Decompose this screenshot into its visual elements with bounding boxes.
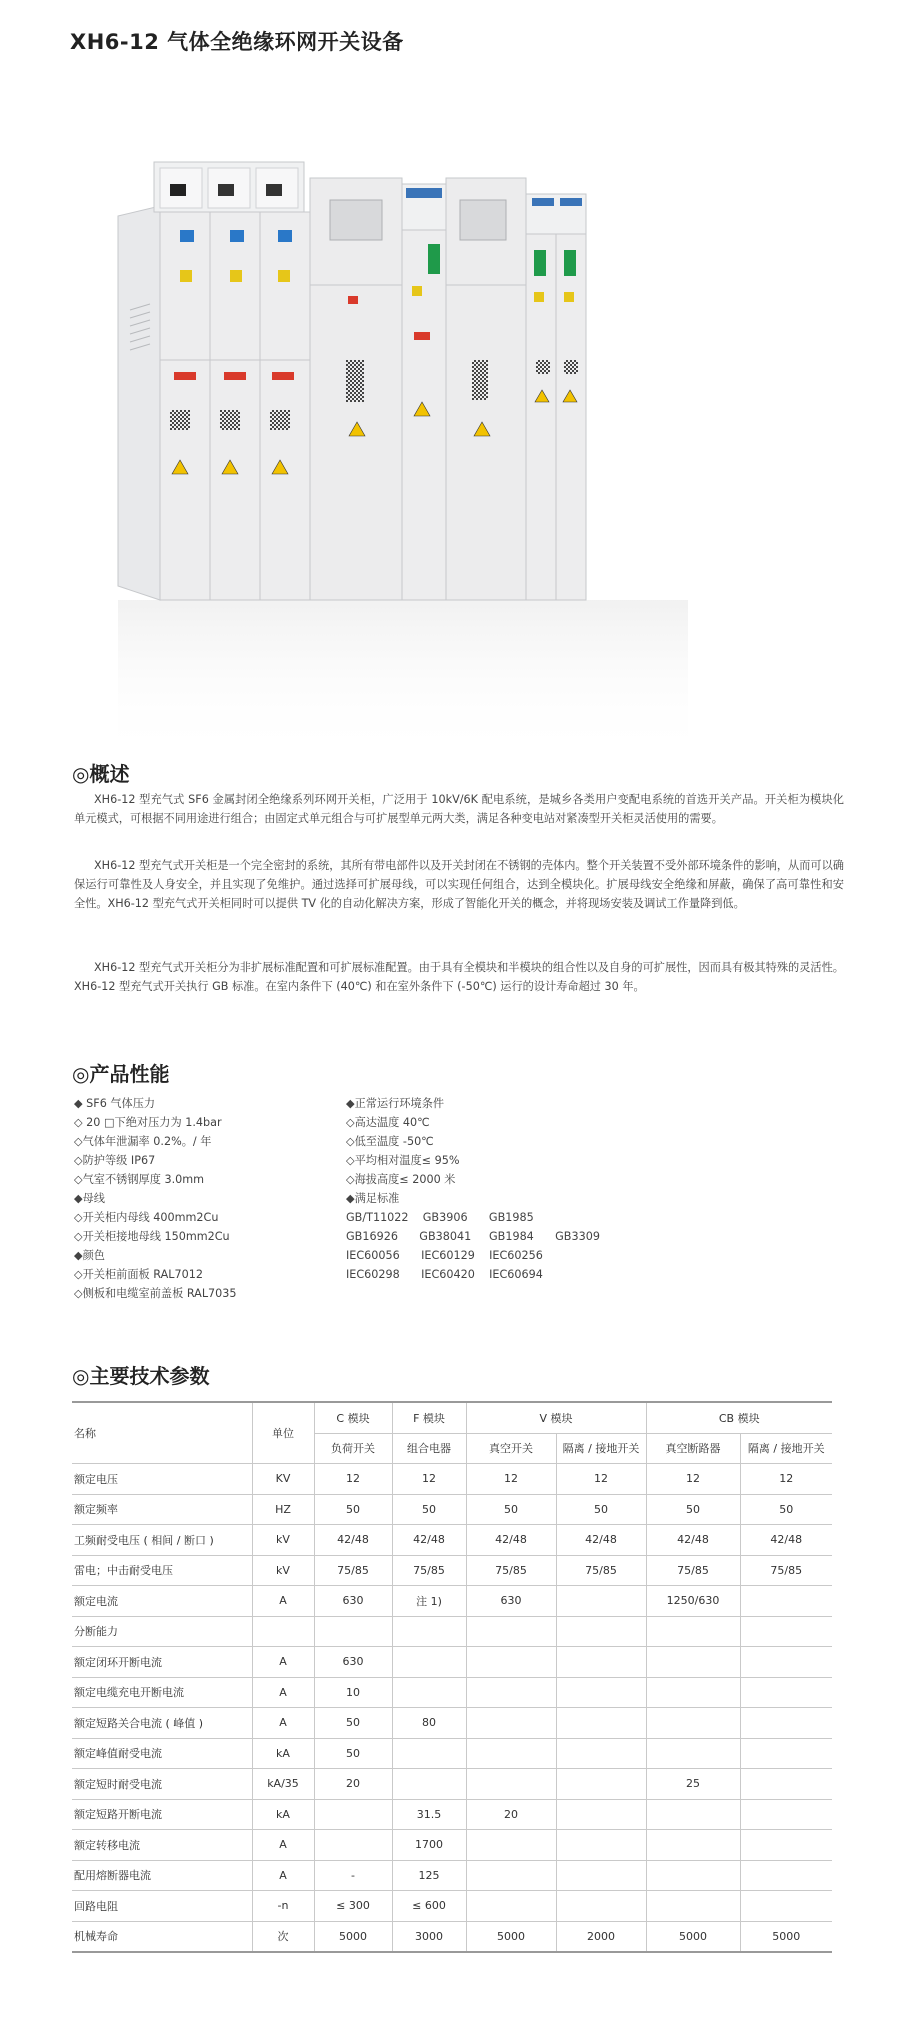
performance-item: ◆满足标准 xyxy=(346,1192,400,1205)
param-value-cell xyxy=(466,1647,556,1678)
param-value-cell xyxy=(740,1708,832,1739)
param-value-cell xyxy=(556,1891,646,1922)
param-name-cell: 雷电；中击耐受电压 xyxy=(72,1555,252,1586)
table-row xyxy=(72,1647,832,1678)
module-header: F 模块 xyxy=(392,1402,466,1433)
param-value-cell: 80 xyxy=(392,1708,466,1739)
param-value-cell: 3000 xyxy=(392,1921,466,1952)
subheader-cell: 隔离 / 接地开关 xyxy=(740,1433,832,1464)
param-value-cell: 2000 xyxy=(556,1921,646,1952)
module-header: CB 模块 xyxy=(646,1402,832,1433)
performance-item: ◇高达温度 40℃ xyxy=(346,1116,430,1129)
param-name-cell: 配用熔断器电流 xyxy=(72,1860,252,1891)
param-value-cell xyxy=(740,1769,832,1800)
param-value-cell: 50 xyxy=(314,1494,392,1525)
param-value-cell: 12 xyxy=(466,1464,556,1495)
param-value-cell xyxy=(646,1891,740,1922)
performance-item: ◆正常运行环境条件 xyxy=(346,1097,445,1110)
param-value-cell xyxy=(466,1891,556,1922)
param-value-cell: 12 xyxy=(740,1464,832,1495)
param-value-cell xyxy=(556,1647,646,1678)
param-value-cell: 75/85 xyxy=(646,1555,740,1586)
param-unit-cell: kA/35 xyxy=(252,1769,314,1800)
param-value-cell xyxy=(740,1891,832,1922)
param-name-cell: 额定电缆充电开断电流 xyxy=(72,1677,252,1708)
param-value-cell: ≤ 600 xyxy=(392,1891,466,1922)
param-value-cell xyxy=(740,1738,832,1769)
param-value-cell xyxy=(466,1769,556,1800)
param-unit-cell: A xyxy=(252,1647,314,1678)
param-value-cell: 50 xyxy=(314,1708,392,1739)
overview-heading: ◎概述 xyxy=(72,762,130,786)
param-value-cell: 630 xyxy=(314,1647,392,1678)
table-row xyxy=(72,1586,832,1617)
overview-paragraph-2: XH6-12 型充气式开关柜是一个完全密封的系统，其所有带电部件以及开关封闭在不锈钢的壳体内。整个开关装置不受外部环境条件的影响，从而可以确保运行可靠性及人身安全，并且实现了免维护。通过选择可扩展母线，可以实现任何组合，达到全模块化。扩展母线安全绝缘和屏蔽，确保了高可靠性和安全性。XH6-12 型充气式开关柜同时可以提供 TV 化的自动化解决方案，形成了智能化开关的概念，并将现场安装及调试工作量降到低。 xyxy=(74,859,844,910)
param-value-cell xyxy=(556,1860,646,1891)
page-title: XH6-12 气体全绝缘环网开关设备 xyxy=(70,30,404,54)
performance-heading: ◎产品性能 xyxy=(72,1062,170,1086)
param-value-cell xyxy=(466,1860,556,1891)
param-value-cell: 5000 xyxy=(314,1921,392,1952)
param-value-cell xyxy=(740,1830,832,1861)
table-row xyxy=(72,1525,832,1556)
param-unit-cell: kV xyxy=(252,1525,314,1556)
param-value-cell xyxy=(556,1738,646,1769)
param-value-cell xyxy=(646,1616,740,1647)
param-value-cell xyxy=(646,1860,740,1891)
standard-row: GB/T11022 GB3906 GB1985 xyxy=(346,1211,534,1224)
param-value-cell: 12 xyxy=(646,1464,740,1495)
param-value-cell xyxy=(646,1738,740,1769)
param-value-cell: 12 xyxy=(314,1464,392,1495)
table-row xyxy=(72,1860,832,1891)
subheader-cell: 组合电器 xyxy=(392,1433,466,1464)
param-value-cell: 42/48 xyxy=(392,1525,466,1556)
param-value-cell xyxy=(646,1708,740,1739)
param-value-cell: 5000 xyxy=(466,1921,556,1952)
param-value-cell: 42/48 xyxy=(466,1525,556,1556)
col-unit-header: 单位 xyxy=(252,1402,314,1464)
param-name-cell: 工频耐受电压 ( 相间 / 断口 ) xyxy=(72,1525,252,1556)
param-value-cell: 630 xyxy=(466,1586,556,1617)
param-value-cell: - xyxy=(314,1860,392,1891)
param-unit-cell: A xyxy=(252,1708,314,1739)
table-row xyxy=(72,1555,832,1586)
params-heading: ◎主要技术参数 xyxy=(72,1364,210,1388)
param-unit-cell: A xyxy=(252,1586,314,1617)
param-value-cell xyxy=(556,1830,646,1861)
param-value-cell xyxy=(740,1677,832,1708)
param-name-cell: 额定峰值耐受电流 xyxy=(72,1738,252,1769)
param-unit-cell: KV xyxy=(252,1464,314,1495)
param-value-cell xyxy=(314,1830,392,1861)
module-header: V 模块 xyxy=(466,1402,646,1433)
module-header: C 模块 xyxy=(314,1402,392,1433)
param-name-cell: 额定电流 xyxy=(72,1586,252,1617)
param-value-cell: 50 xyxy=(646,1494,740,1525)
param-name-cell: 额定频率 xyxy=(72,1494,252,1525)
param-value-cell: 75/85 xyxy=(392,1555,466,1586)
col-name-header: 名称 xyxy=(72,1402,252,1464)
param-value-cell: 25 xyxy=(646,1769,740,1800)
standard-row: GB16926 GB38041 GB1984 GB3309 xyxy=(346,1230,600,1243)
param-value-cell xyxy=(466,1738,556,1769)
param-name-cell: 额定转移电流 xyxy=(72,1830,252,1861)
table-row xyxy=(72,1494,832,1525)
table-row xyxy=(72,1738,832,1769)
subheader-cell: 真空开关 xyxy=(466,1433,556,1464)
param-value-cell: 20 xyxy=(466,1799,556,1830)
param-value-cell: 注 1) xyxy=(392,1586,466,1617)
param-value-cell: 75/85 xyxy=(466,1555,556,1586)
performance-item: ◇开关柜接地母线 150mm2Cu xyxy=(74,1230,230,1243)
param-value-cell xyxy=(556,1677,646,1708)
performance-item: ◇防护等级 IP67 xyxy=(74,1154,156,1167)
performance-item: ◇气体年泄漏率 0.2%。/ 年 xyxy=(74,1135,212,1148)
spec-table xyxy=(72,1401,832,1953)
param-value-cell: 31.5 xyxy=(392,1799,466,1830)
param-value-cell xyxy=(314,1799,392,1830)
param-value-cell: 75/85 xyxy=(314,1555,392,1586)
param-name-cell: 额定短路关合电流 ( 峰值 ) xyxy=(72,1708,252,1739)
performance-item: ◇ 20 □下绝对压力为 1.4bar xyxy=(74,1116,222,1129)
param-unit-cell xyxy=(252,1616,314,1647)
performance-right-list xyxy=(346,1094,600,1284)
table-row xyxy=(72,1464,832,1495)
param-name-cell: 机械寿命 xyxy=(72,1921,252,1952)
performance-item: ◆母线 xyxy=(74,1192,105,1205)
param-value-cell xyxy=(392,1647,466,1678)
param-value-cell: 42/48 xyxy=(646,1525,740,1556)
param-unit-cell: -n xyxy=(252,1891,314,1922)
performance-item: ◇侧板和电缆室前盖板 RAL7035 xyxy=(74,1287,237,1300)
performance-item: ◇开关柜前面板 RAL7012 xyxy=(74,1268,203,1281)
param-value-cell xyxy=(556,1799,646,1830)
performance-item: ◇平均相对温度≤ 95% xyxy=(346,1154,460,1167)
table-header-row xyxy=(72,1402,832,1433)
subheader-cell: 负荷开关 xyxy=(314,1433,392,1464)
param-value-cell xyxy=(392,1738,466,1769)
param-value-cell: 50 xyxy=(314,1738,392,1769)
param-name-cell: 回路电阻 xyxy=(72,1891,252,1922)
param-value-cell: 75/85 xyxy=(556,1555,646,1586)
param-value-cell: 5000 xyxy=(740,1921,832,1952)
param-value-cell: 12 xyxy=(392,1464,466,1495)
param-unit-cell: kA xyxy=(252,1738,314,1769)
table-row xyxy=(72,1769,832,1800)
table-row xyxy=(72,1616,832,1647)
param-value-cell xyxy=(556,1769,646,1800)
param-value-cell: 10 xyxy=(314,1677,392,1708)
param-value-cell: 1700 xyxy=(392,1830,466,1861)
standard-row: IEC60056 IEC60129 IEC60256 xyxy=(346,1249,543,1262)
param-value-cell: 42/48 xyxy=(740,1525,832,1556)
param-name-cell: 额定短时耐受电流 xyxy=(72,1769,252,1800)
param-value-cell: 42/48 xyxy=(556,1525,646,1556)
performance-item: ◇海拔高度≤ 2000 米 xyxy=(346,1173,456,1186)
param-unit-cell: kA xyxy=(252,1799,314,1830)
table-row xyxy=(72,1677,832,1708)
performance-item: ◇气室不锈钢厚度 3.0mm xyxy=(74,1173,205,1186)
param-value-cell xyxy=(314,1616,392,1647)
param-value-cell xyxy=(740,1586,832,1617)
param-value-cell: 50 xyxy=(740,1494,832,1525)
param-value-cell xyxy=(740,1799,832,1830)
param-unit-cell: A xyxy=(252,1677,314,1708)
performance-item: ◆ SF6 气体压力 xyxy=(74,1097,156,1110)
param-value-cell: 20 xyxy=(314,1769,392,1800)
param-name-cell: 分断能力 xyxy=(72,1616,252,1647)
param-value-cell xyxy=(392,1677,466,1708)
param-value-cell xyxy=(740,1616,832,1647)
param-value-cell: 50 xyxy=(556,1494,646,1525)
param-value-cell: 50 xyxy=(466,1494,556,1525)
param-value-cell xyxy=(392,1616,466,1647)
param-value-cell: 50 xyxy=(392,1494,466,1525)
param-unit-cell: kV xyxy=(252,1555,314,1586)
param-value-cell: 630 xyxy=(314,1586,392,1617)
param-value-cell xyxy=(556,1616,646,1647)
param-value-cell: 1250/630 xyxy=(646,1586,740,1617)
param-unit-cell: A xyxy=(252,1860,314,1891)
standard-row: IEC60298 IEC60420 IEC60694 xyxy=(346,1268,543,1281)
param-value-cell xyxy=(466,1708,556,1739)
param-value-cell xyxy=(466,1616,556,1647)
overview-paragraph-1: XH6-12 型充气式 SF6 金属封闭全绝缘系列环网开关柜，广泛用于 10kV/6K 配电系统，是城乡各类用户变配电系统的首选开关产品。开关柜为模块化单元模式，可根据不同用途进行组合；由固定式单元组合与可扩展型单元两大类，满足各种变电站对紧凑型开关柜灵活使用的需要。 xyxy=(74,793,844,825)
table-row xyxy=(72,1830,832,1861)
param-value-cell: 42/48 xyxy=(314,1525,392,1556)
param-value-cell xyxy=(466,1677,556,1708)
performance-item: ◇开关柜内母线 400mm2Cu xyxy=(74,1211,219,1224)
param-value-cell xyxy=(646,1799,740,1830)
param-value-cell: ≤ 300 xyxy=(314,1891,392,1922)
param-value-cell xyxy=(740,1647,832,1678)
param-name-cell: 额定闭环开断电流 xyxy=(72,1647,252,1678)
subheader-cell: 隔离 / 接地开关 xyxy=(556,1433,646,1464)
param-value-cell xyxy=(392,1769,466,1800)
param-value-cell xyxy=(556,1586,646,1617)
param-value-cell: 12 xyxy=(556,1464,646,1495)
subheader-cell: 真空断路器 xyxy=(646,1433,740,1464)
switchgear-product-image xyxy=(110,160,770,770)
table-row xyxy=(72,1891,832,1922)
param-value-cell xyxy=(556,1708,646,1739)
performance-item: ◇低至温度 -50℃ xyxy=(346,1135,434,1148)
param-value-cell xyxy=(646,1647,740,1678)
performance-left-list xyxy=(74,1094,237,1303)
table-row xyxy=(72,1799,832,1830)
param-name-cell: 额定短路开断电流 xyxy=(72,1799,252,1830)
param-name-cell: 额定电压 xyxy=(72,1464,252,1495)
param-unit-cell: HZ xyxy=(252,1494,314,1525)
param-value-cell: 5000 xyxy=(646,1921,740,1952)
param-unit-cell: A xyxy=(252,1830,314,1861)
param-value-cell xyxy=(646,1830,740,1861)
overview-paragraph-3: XH6-12 型充气式开关柜分为非扩展标准配置和可扩展标准配置。由于具有全模块和半模块的组合性以及自身的可扩展性，因而具有极其特殊的灵活性。XH6-12 型充气式开关执行 GB 标准。在室内条件下 (40℃) 和在室外条件下 (-50℃) 运行的设计寿命超过 30 年。 xyxy=(74,961,844,993)
table-row xyxy=(72,1921,832,1952)
param-value-cell xyxy=(646,1677,740,1708)
performance-item: ◆颜色 xyxy=(74,1249,105,1262)
param-value-cell: 125 xyxy=(392,1860,466,1891)
param-unit-cell: 次 xyxy=(252,1921,314,1952)
param-value-cell: 75/85 xyxy=(740,1555,832,1586)
param-value-cell xyxy=(466,1830,556,1861)
param-value-cell xyxy=(740,1860,832,1891)
table-row xyxy=(72,1708,832,1739)
